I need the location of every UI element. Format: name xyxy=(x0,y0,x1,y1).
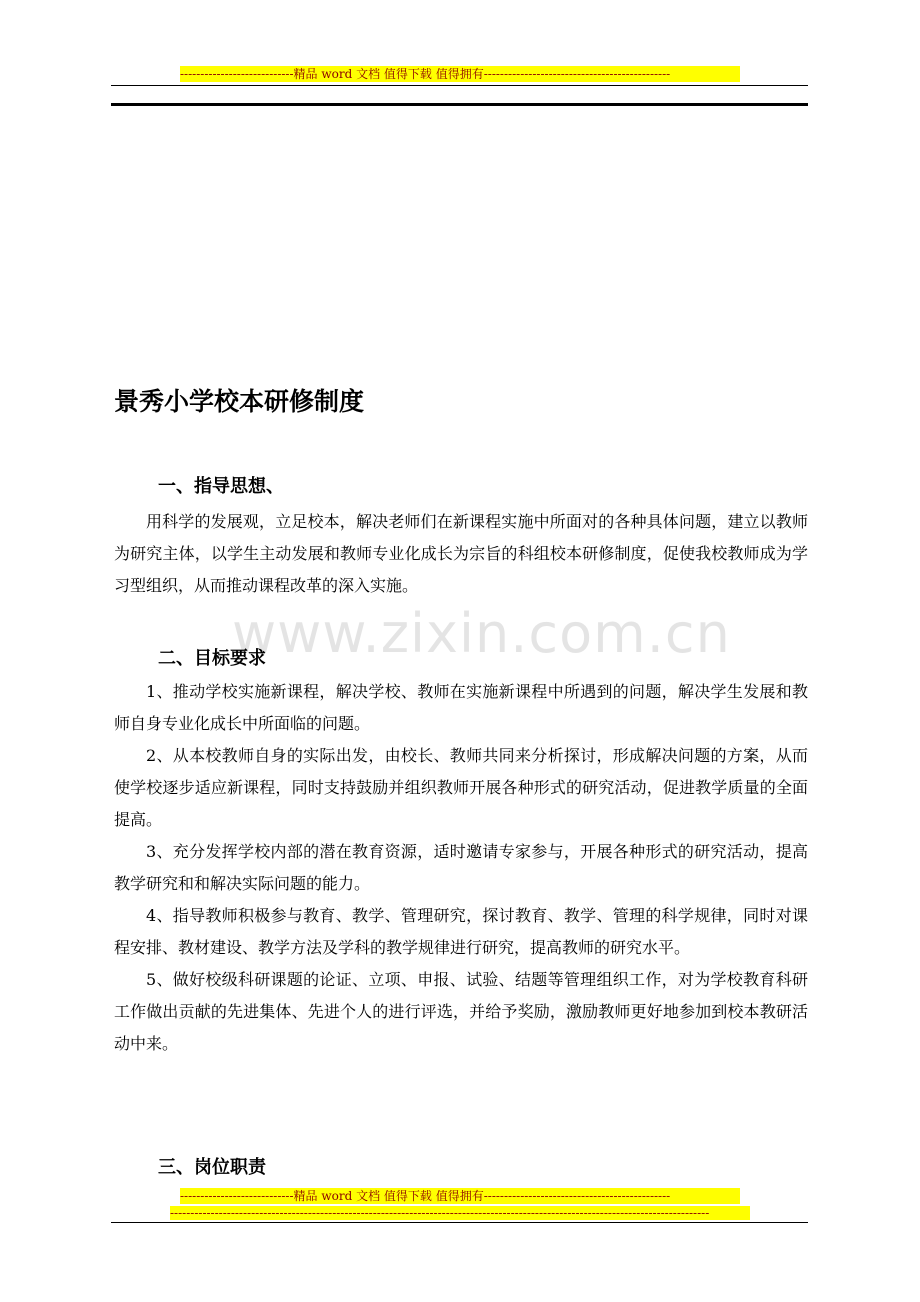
goal-item: 3、充分发挥学校内部的潜在教育资源，适时邀请专家参与，开展各种形式的研究活动，提高教学研究和和解决实际问题的能力。 xyxy=(114,842,808,893)
header-rule-thick xyxy=(111,103,808,106)
section-heading-guiding-ideology: 一、指导思想、 xyxy=(158,476,284,497)
header-rule-thin xyxy=(111,85,808,86)
section-heading-goals: 二、目标要求 xyxy=(158,648,266,669)
goal-item: 4、指导教师积极参与教育、教学、管理研究，探讨教育、教学、管理的科学规律，同时对课程安排、教材建设、教学方法及学科的教学规律进行研究，提高教师的研究水平。 xyxy=(114,906,808,957)
watermark: www.zixin.com.cn xyxy=(232,602,731,665)
document-title: 景秀小学校本研修制度 xyxy=(114,387,365,416)
goal-item: 2、从本校教师自身的实际出发，由校长、教师共同来分析探讨，形成解决问题的方案，从而使学校逐步适应新课程，同时支持鼓励并组织教师开展各种形式的研究活动，促进教学质量的全面提高。 xyxy=(114,746,808,829)
section-heading-duties: 三、岗位职责 xyxy=(158,1157,266,1178)
footer-rule xyxy=(111,1222,808,1223)
footer-banner: ----------------------------精品 word 文档 值得下载 值得拥有---------------------------------------------- xyxy=(180,1188,740,1204)
header-banner: ----------------------------精品 word 文档 值得下载 值得拥有---------------------------------------------- xyxy=(180,66,740,82)
footer-banner-dashes: ------------------------------------------------------------------------------------------------------------------------------------- xyxy=(170,1206,750,1220)
goal-item: 5、做好校级科研课题的论证、立项、申报、试验、结题等管理组织工作，对为学校教育科研工作做出贡献的先进集体、先进个人的进行评选，并给予奖励，激励教师更好地参加到校本教研活动中来。 xyxy=(114,970,808,1053)
goals-list xyxy=(114,676,808,1060)
goal-item: 1、推动学校实施新课程，解决学校、教师在实施新课程中所遇到的问题，解决学生发展和教师自身专业化成长中所面临的问题。 xyxy=(114,682,808,733)
paragraph-guiding-ideology: 用科学的发展观，立足校本，解决老师们在新课程实施中所面对的各种具体问题，建立以教师为研究主体，以学生主动发展和教师专业化成长为宗旨的科组校本研修制度，促使我校教师成为学习型组织，从而推动课程改革的深入实施。 xyxy=(114,512,808,595)
